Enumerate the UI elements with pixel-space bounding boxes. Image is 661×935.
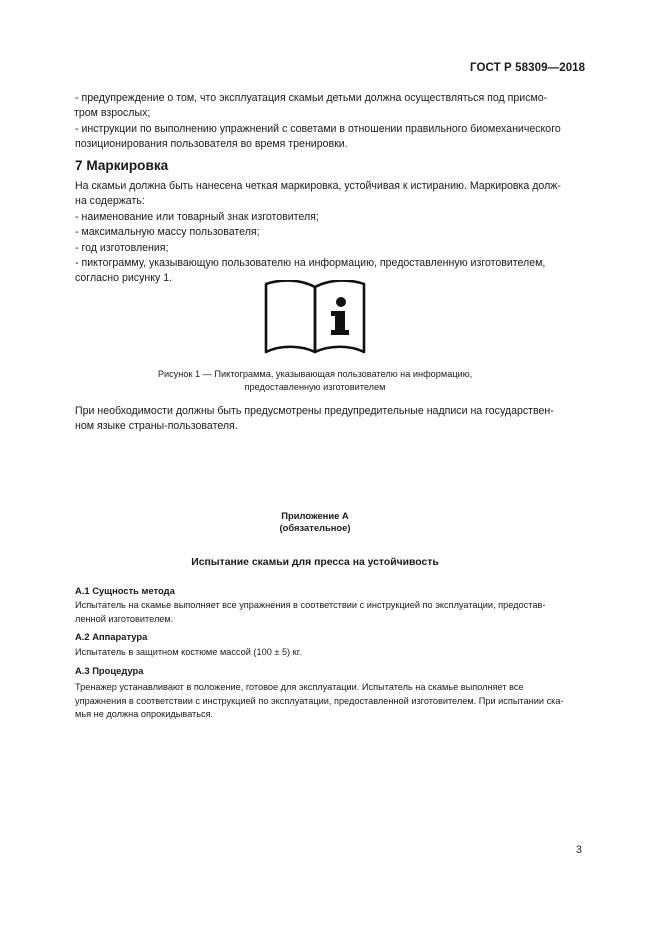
intro-item-1-line-2: тром взрослых; (74, 107, 151, 120)
annex-a3-line-3: мья не должна опрокидываться. (75, 709, 214, 720)
annex-heading: Испытание скамьи для пресса на устойчивость (191, 557, 439, 568)
section-7-title: 7 Маркировка (75, 158, 169, 173)
standard-number: ГОСТ Р 58309—2018 (470, 62, 586, 74)
marking-item-pictogram-line-1: - пиктограмму, указывающую пользователю на информацию, предоставленную изготовителем, (75, 257, 546, 270)
section-7-p2-line-2: ном языке страны-пользователя. (75, 420, 238, 433)
annex-a1-line-1: Испытатель на скамье выполняет все упражнения в соответствии с инструкцией по эксплуатации, предостав- (75, 600, 546, 610)
marking-item: - наименование или товарный знак изготовителя; (75, 210, 319, 223)
annex-a2-line-1: Испытатель в защитном костюме массой (100 ± 5) кг. (75, 647, 302, 657)
section-7-p1-line-1: На скамьи должна быть нанесена четкая маркировка, устойчивая к истиранию. Маркировка долж- (75, 180, 561, 192)
section-7-p1-line-2: на содержать: (75, 195, 145, 208)
intro-list (75, 91, 583, 153)
intro-item-1-line-1: - предупреждение о том, что эксплуатация скамьи детьми должна осуществляться под присмо- (75, 92, 548, 104)
open-book-info-icon (264, 280, 366, 356)
figure-1-caption (100, 368, 530, 393)
annex-a3-body (75, 681, 583, 722)
annex-status: (обязательное) (279, 522, 351, 533)
annex-a3-title: А.3 Процедура (75, 665, 144, 676)
intro-item-2-line-2: позиционирования пользователя во время тренировки. (75, 138, 348, 151)
annex-a2-title: А.2 Аппаратура (75, 631, 148, 642)
marking-item: - год изготовления; (75, 241, 169, 254)
page-number: 3 (576, 844, 582, 856)
annex-a1-body (75, 599, 583, 626)
information-pictogram (264, 280, 366, 356)
marking-item: - максимальную массу пользователя; (75, 226, 260, 239)
annex-a1-title: А.1 Сущность метода (75, 585, 175, 596)
annex-title: Приложение А (281, 510, 349, 521)
section-7-body (75, 179, 583, 287)
intro-item-2-line-1: - инструкции по выполнению упражнений с советами в отношении правильного биомеханического (75, 122, 561, 135)
marking-item-pictogram-line-2: согласно рисунку 1. (75, 272, 173, 285)
annex-a3-line-2: упражнения в соответствии с инструкцией по эксплуатации, предоставленной изготовителем. При испытании ска- (75, 695, 564, 706)
section-7-warnings-paragraph (75, 404, 583, 435)
annex-a2-body (75, 646, 583, 660)
annex-a1-line-2: ленной изготовителем. (75, 613, 174, 624)
figure-1-caption-line-2: предоставленную изготовителем (244, 381, 386, 392)
annex-a3-line-1: Тренажер устанавливают в положение, готовое для эксплуатации. Испытатель на скамье выполняет все (75, 682, 524, 692)
section-7-p2-line-1: При необходимости должны быть предусмотрены предупредительные надписи на государствен- (75, 405, 554, 417)
figure-1-caption-line-1: Рисунок 1 — Пиктограмма, указывающая пользователю на информацию, (157, 369, 473, 379)
